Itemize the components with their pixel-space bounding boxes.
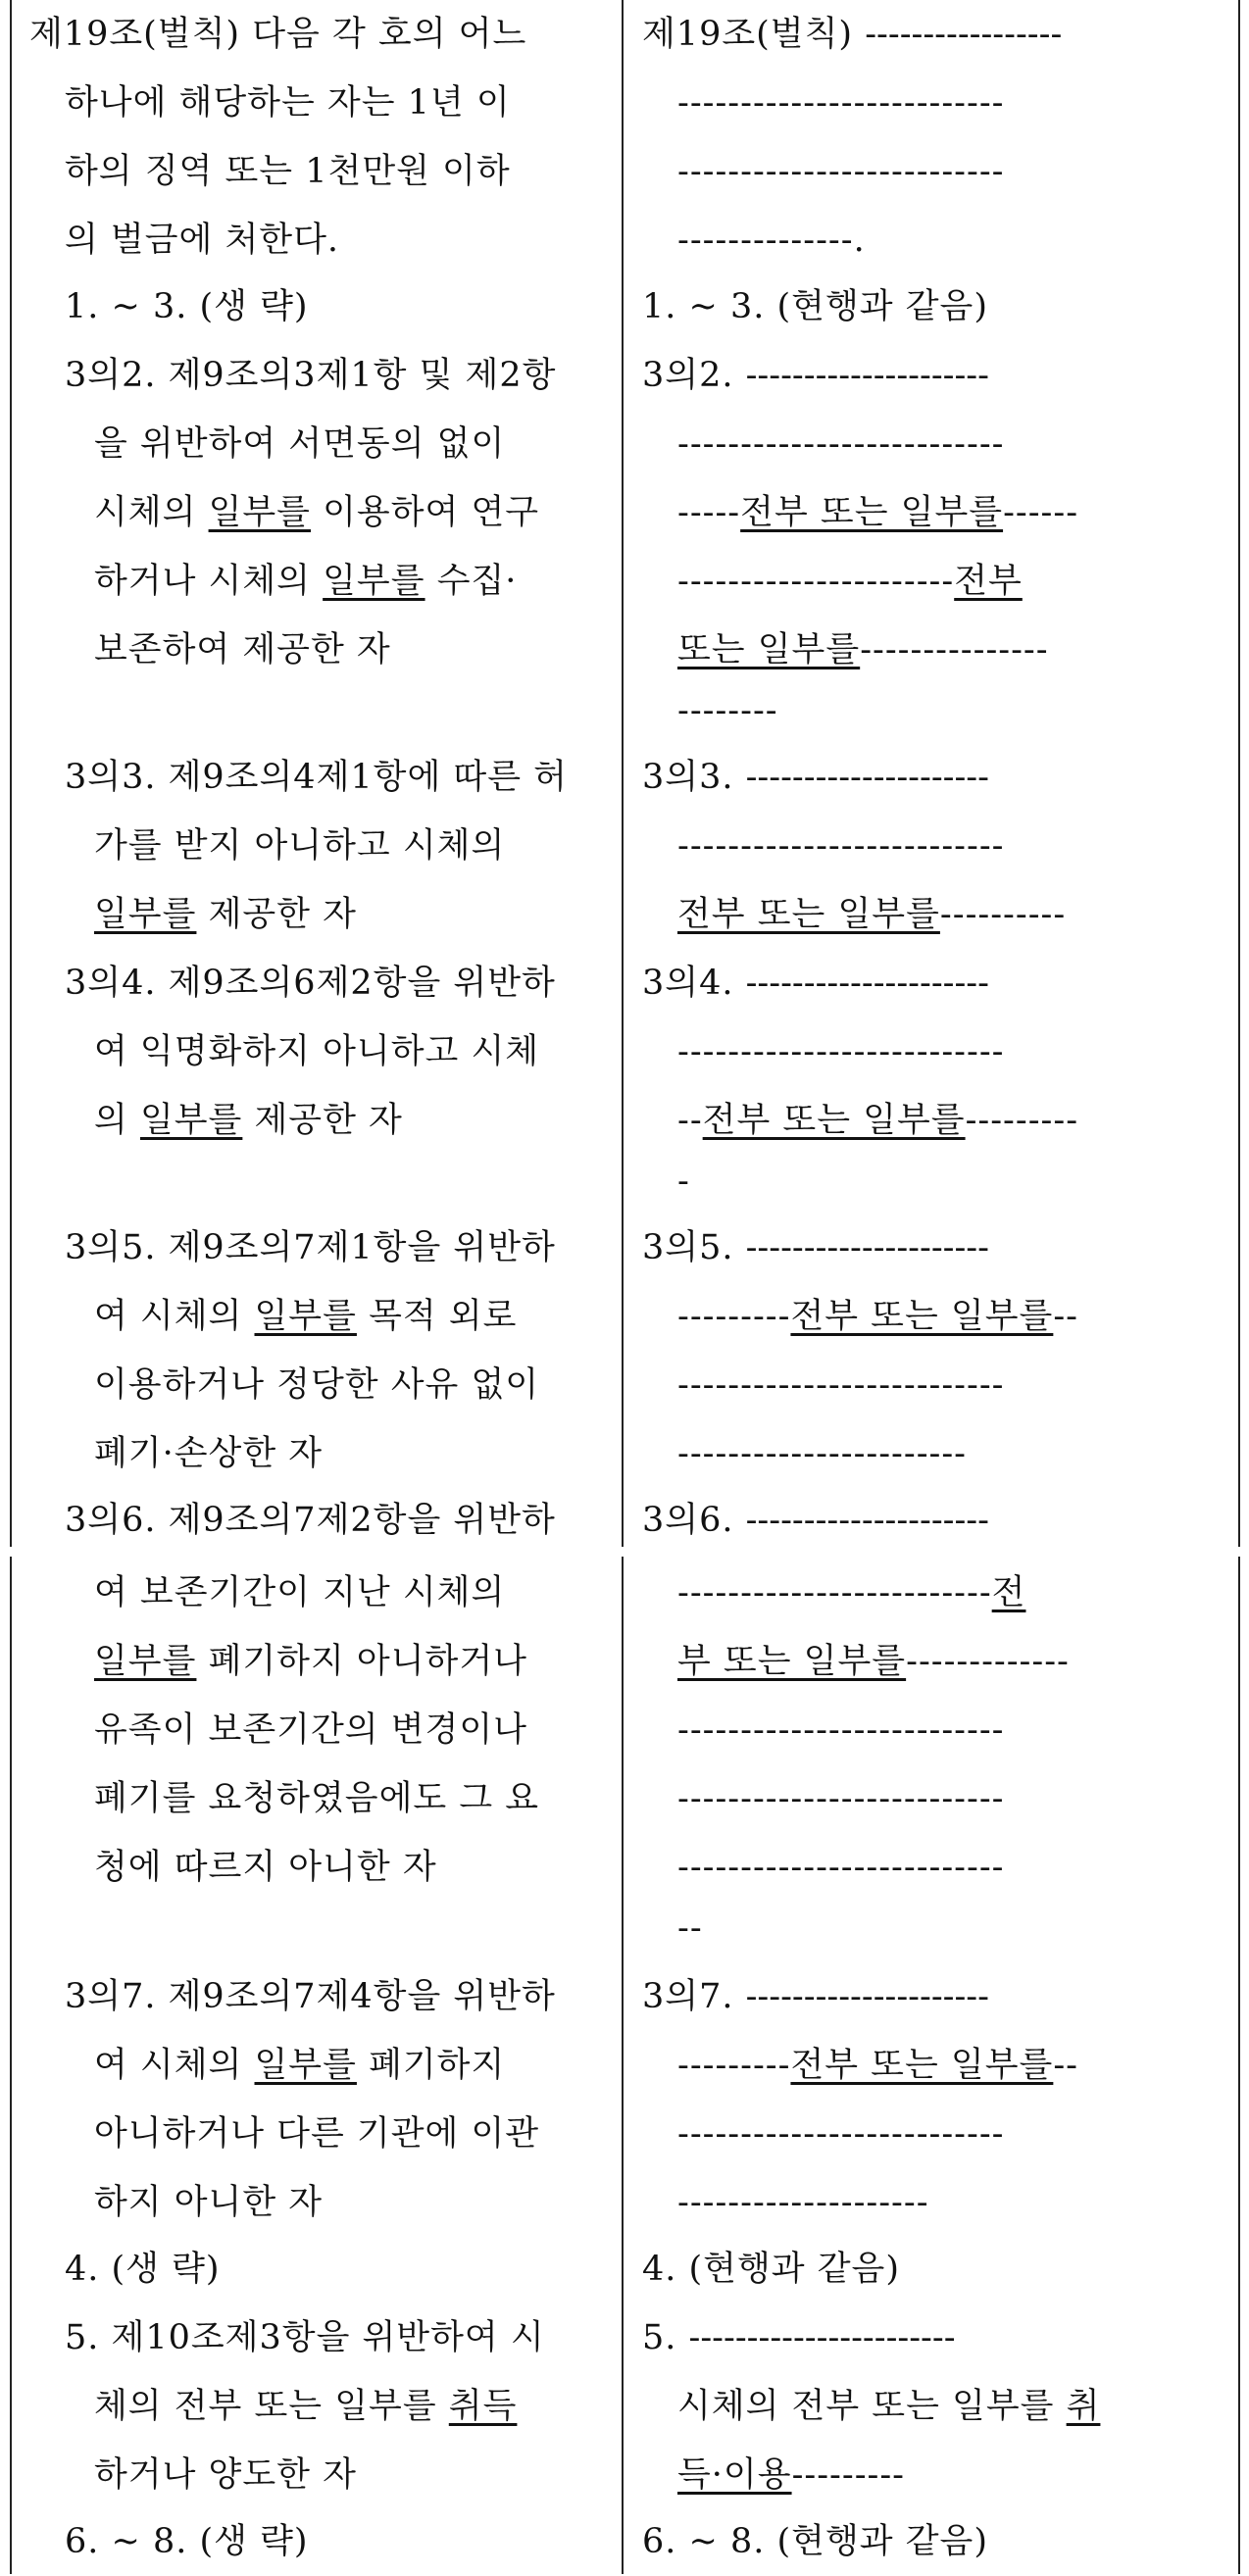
item-3-6-line xyxy=(642,1486,989,1555)
underlined-text: 취득 xyxy=(448,2387,518,2426)
text-span: 3의2. xyxy=(642,356,746,395)
item-3-7-line: 하지 아니한 자 xyxy=(94,2183,324,2222)
dash-fill: --------- xyxy=(965,1101,1079,1140)
text-span: 이용하여 연구 xyxy=(311,493,540,532)
item-3-3-line xyxy=(642,743,989,812)
item-5-line xyxy=(677,2372,1100,2441)
dash-line: -------------------------- xyxy=(677,152,1005,191)
item-3-2-line xyxy=(677,478,1078,547)
dash-fill: --------------------- xyxy=(745,758,989,797)
item-3-3-line: 가를 받지 아니하고 시체의 xyxy=(94,826,506,866)
item-3-7-line xyxy=(642,1962,989,2031)
item-3-2-line xyxy=(642,341,989,410)
text-span: 폐기하지 xyxy=(356,2046,506,2085)
dash-fill: ---------------------- xyxy=(677,562,955,601)
dash-line: -------------------------- xyxy=(677,1032,1005,1071)
item-3-7-line xyxy=(677,2031,1078,2100)
dash-fill: ----------------- xyxy=(865,15,1063,54)
text-span: 하거나 시체의 xyxy=(94,562,324,601)
dash-line: -------------------------- xyxy=(677,1779,1005,1818)
dash-fill: --------------- xyxy=(860,630,1049,669)
text-span: 시체의 xyxy=(94,493,209,532)
item-3-2-line: 을 위반하여 서면동의 없이 xyxy=(94,424,506,464)
dash-line: -------- xyxy=(677,691,778,730)
item-6-8: 6. ~ 8. (생 략) xyxy=(65,2522,309,2561)
underlined-text: 전부 또는 일부를 xyxy=(790,2046,1054,2085)
item-3-7-line: 3의7. 제9조의7제4항을 위반하 xyxy=(65,1977,556,2016)
dash-fill: --------------------- xyxy=(745,1501,989,1540)
item-6-8: 6. ~ 8. (현행과 같음) xyxy=(642,2522,988,2561)
table-border-right xyxy=(1238,0,1240,2574)
item-3-4-line: 여 익명화하지 아니하고 시체 xyxy=(94,1032,540,1071)
dash-fill: -- xyxy=(1053,1297,1079,1336)
item-4: 4. (현행과 같음) xyxy=(642,2250,901,2289)
item-3-6-line xyxy=(94,1627,527,1696)
item-4: 4. (생 략) xyxy=(65,2250,221,2289)
underlined-text: 일부를 xyxy=(254,2046,357,2085)
dash-fill: ----- xyxy=(677,493,741,532)
item-3-5-line: 이용하거나 정당한 사유 없이 xyxy=(94,1365,540,1405)
dash-fill: -- xyxy=(677,1101,703,1140)
text-span: 3의3. xyxy=(642,758,746,797)
item-3-5-line: 폐기·손상한 자 xyxy=(94,1434,324,1473)
dash-fill: --------- xyxy=(677,2046,791,2085)
text-span: 3의7. xyxy=(642,1977,746,2016)
item-3-3-line xyxy=(677,880,1066,949)
dash-line: ----------------------- xyxy=(677,1434,968,1473)
text-span: 3의6. xyxy=(642,1501,746,1540)
underlined-text: 일부를 xyxy=(139,1101,243,1140)
dash-fill: ------------------------- xyxy=(677,1573,992,1612)
dash-fill: --------- xyxy=(791,2455,905,2495)
dash-fill: ----------------------- xyxy=(688,2318,956,2357)
dash-fill: --------------------- xyxy=(745,1228,989,1267)
item-3-4-line xyxy=(642,949,989,1017)
item-3-5-line xyxy=(642,1214,989,1282)
dash-line: --------------. xyxy=(677,221,866,260)
underlined-text: 득·이용 xyxy=(677,2455,792,2495)
item-3-3-line: 3의3. 제9조의4제1항에 따른 허 xyxy=(65,758,568,797)
item-5-line: 5. 제10조제3항을 위반하여 시 xyxy=(65,2318,545,2357)
underlined-text: 전부 또는 일부를 xyxy=(790,1297,1054,1336)
item-5-line xyxy=(677,2441,905,2509)
text-span: 목적 외로 xyxy=(356,1297,518,1336)
dash-line: -------------------------- xyxy=(677,83,1005,123)
item-3-6-line: 폐기를 요청하였음에도 그 요 xyxy=(94,1779,540,1818)
item-3-3-line xyxy=(94,880,357,949)
text-span: 제공한 자 xyxy=(242,1101,403,1140)
item-3-6-line: 유족이 보존기간의 변경이나 xyxy=(94,1710,527,1750)
underlined-text: 전 xyxy=(991,1573,1026,1612)
underlined-text: 전부 또는 일부를 xyxy=(740,493,1004,532)
text-span: 여 시체의 xyxy=(94,2046,255,2085)
dash-line: -------------------------- xyxy=(677,1365,1005,1405)
dash-line: -- xyxy=(677,1908,703,1948)
text-span: 시체의 전부 또는 일부를 xyxy=(677,2387,1067,2426)
dash-line: -------------------- xyxy=(677,2183,929,2222)
underlined-text: 전부 또는 일부를 xyxy=(677,895,940,934)
article-text-line: 의 벌금에 처한다. xyxy=(65,221,340,260)
underlined-text: 일부를 xyxy=(94,895,197,934)
article-text-line: 하나에 해당하는 자는 1년 이 xyxy=(65,83,511,123)
dash-line: - xyxy=(677,1162,690,1201)
dash-line: -------------------------- xyxy=(677,1710,1005,1750)
item-3-5-line: 3의5. 제9조의7제1항을 위반하 xyxy=(65,1228,556,1267)
text-span: 5. xyxy=(642,2318,689,2357)
text-span: 여 시체의 xyxy=(94,1297,255,1336)
article-title xyxy=(642,0,1062,69)
underlined-text: 일부를 xyxy=(94,1642,197,1681)
text-span: 제19조(벌칙) xyxy=(642,15,866,54)
item-3-4-line xyxy=(677,1086,1078,1155)
underlined-text: 전부 또는 일부를 xyxy=(702,1101,966,1140)
dash-fill: --------------------- xyxy=(745,356,989,395)
item-3-6-line xyxy=(677,1559,1025,1627)
item-1-3: 1. ~ 3. (생 략) xyxy=(65,287,309,326)
dash-fill: --------------------- xyxy=(745,1977,989,2016)
item-3-2-line xyxy=(677,547,1023,616)
item-3-2-line xyxy=(677,616,1049,684)
item-5-line: 하거나 양도한 자 xyxy=(94,2455,357,2495)
item-5-line xyxy=(642,2304,956,2372)
item-3-6-line: 3의6. 제9조의7제2항을 위반하 xyxy=(65,1501,556,1540)
dash-line: -------------------------- xyxy=(677,826,1005,866)
item-3-2-line: 보존하여 제공한 자 xyxy=(94,630,391,669)
underlined-text: 일부를 xyxy=(323,562,425,601)
dash-fill: -- xyxy=(1053,2046,1079,2085)
dash-fill: --------------------- xyxy=(745,964,989,1003)
item-3-5-line xyxy=(677,1282,1078,1351)
underlined-text: 일부를 xyxy=(208,493,311,532)
item-3-2-line xyxy=(94,547,517,616)
underlined-text: 전부 xyxy=(954,562,1023,601)
text-span: 폐기하지 아니하거나 xyxy=(196,1642,527,1681)
underlined-text: 취 xyxy=(1066,2387,1101,2426)
item-3-6-line: 청에 따르지 아니한 자 xyxy=(94,1848,437,1887)
item-5-line xyxy=(94,2372,517,2441)
item-3-2-line xyxy=(94,478,539,547)
article-title: 제19조(벌칙) 다음 각 호의 어느 xyxy=(29,15,527,54)
text-span: 3의5. xyxy=(642,1228,746,1267)
dash-fill: ---------- xyxy=(939,895,1067,934)
text-span: 수집· xyxy=(425,562,518,601)
table-border-left xyxy=(10,0,12,2574)
item-3-6-line xyxy=(677,1627,1070,1696)
text-span: 3의4. xyxy=(642,964,746,1003)
underlined-text: 부 또는 일부를 xyxy=(677,1642,907,1681)
item-3-7-line xyxy=(94,2031,505,2100)
item-3-4-line xyxy=(94,1086,403,1155)
text-span: 체의 전부 또는 일부를 xyxy=(94,2387,449,2426)
item-3-2-line: 3의2. 제9조의3제1항 및 제2항 xyxy=(65,356,557,395)
item-3-7-line: 아니하거나 다른 기관에 이관 xyxy=(94,2114,540,2154)
dash-line: -------------------------- xyxy=(677,1848,1005,1887)
table-border-middle xyxy=(622,0,624,2574)
dash-fill: --------- xyxy=(677,1297,791,1336)
dash-line: -------------------------- xyxy=(677,2114,1005,2154)
underlined-text: 또는 일부를 xyxy=(677,630,861,669)
item-3-6-line: 여 보존기간이 지난 시체의 xyxy=(94,1573,506,1612)
dash-line: -------------------------- xyxy=(677,424,1005,464)
text-span: 의 xyxy=(94,1101,140,1140)
dash-fill: ------ xyxy=(1003,493,1079,532)
item-3-4-line: 3의4. 제9조의6제2항을 위반하 xyxy=(65,964,556,1003)
article-text-line: 하의 징역 또는 1천만원 이하 xyxy=(65,152,511,191)
text-span: 제공한 자 xyxy=(196,895,357,934)
dash-fill: ------------- xyxy=(906,1642,1070,1681)
item-3-5-line xyxy=(94,1282,517,1351)
underlined-text: 일부를 xyxy=(254,1297,357,1336)
item-1-3: 1. ~ 3. (현행과 같음) xyxy=(642,287,988,326)
